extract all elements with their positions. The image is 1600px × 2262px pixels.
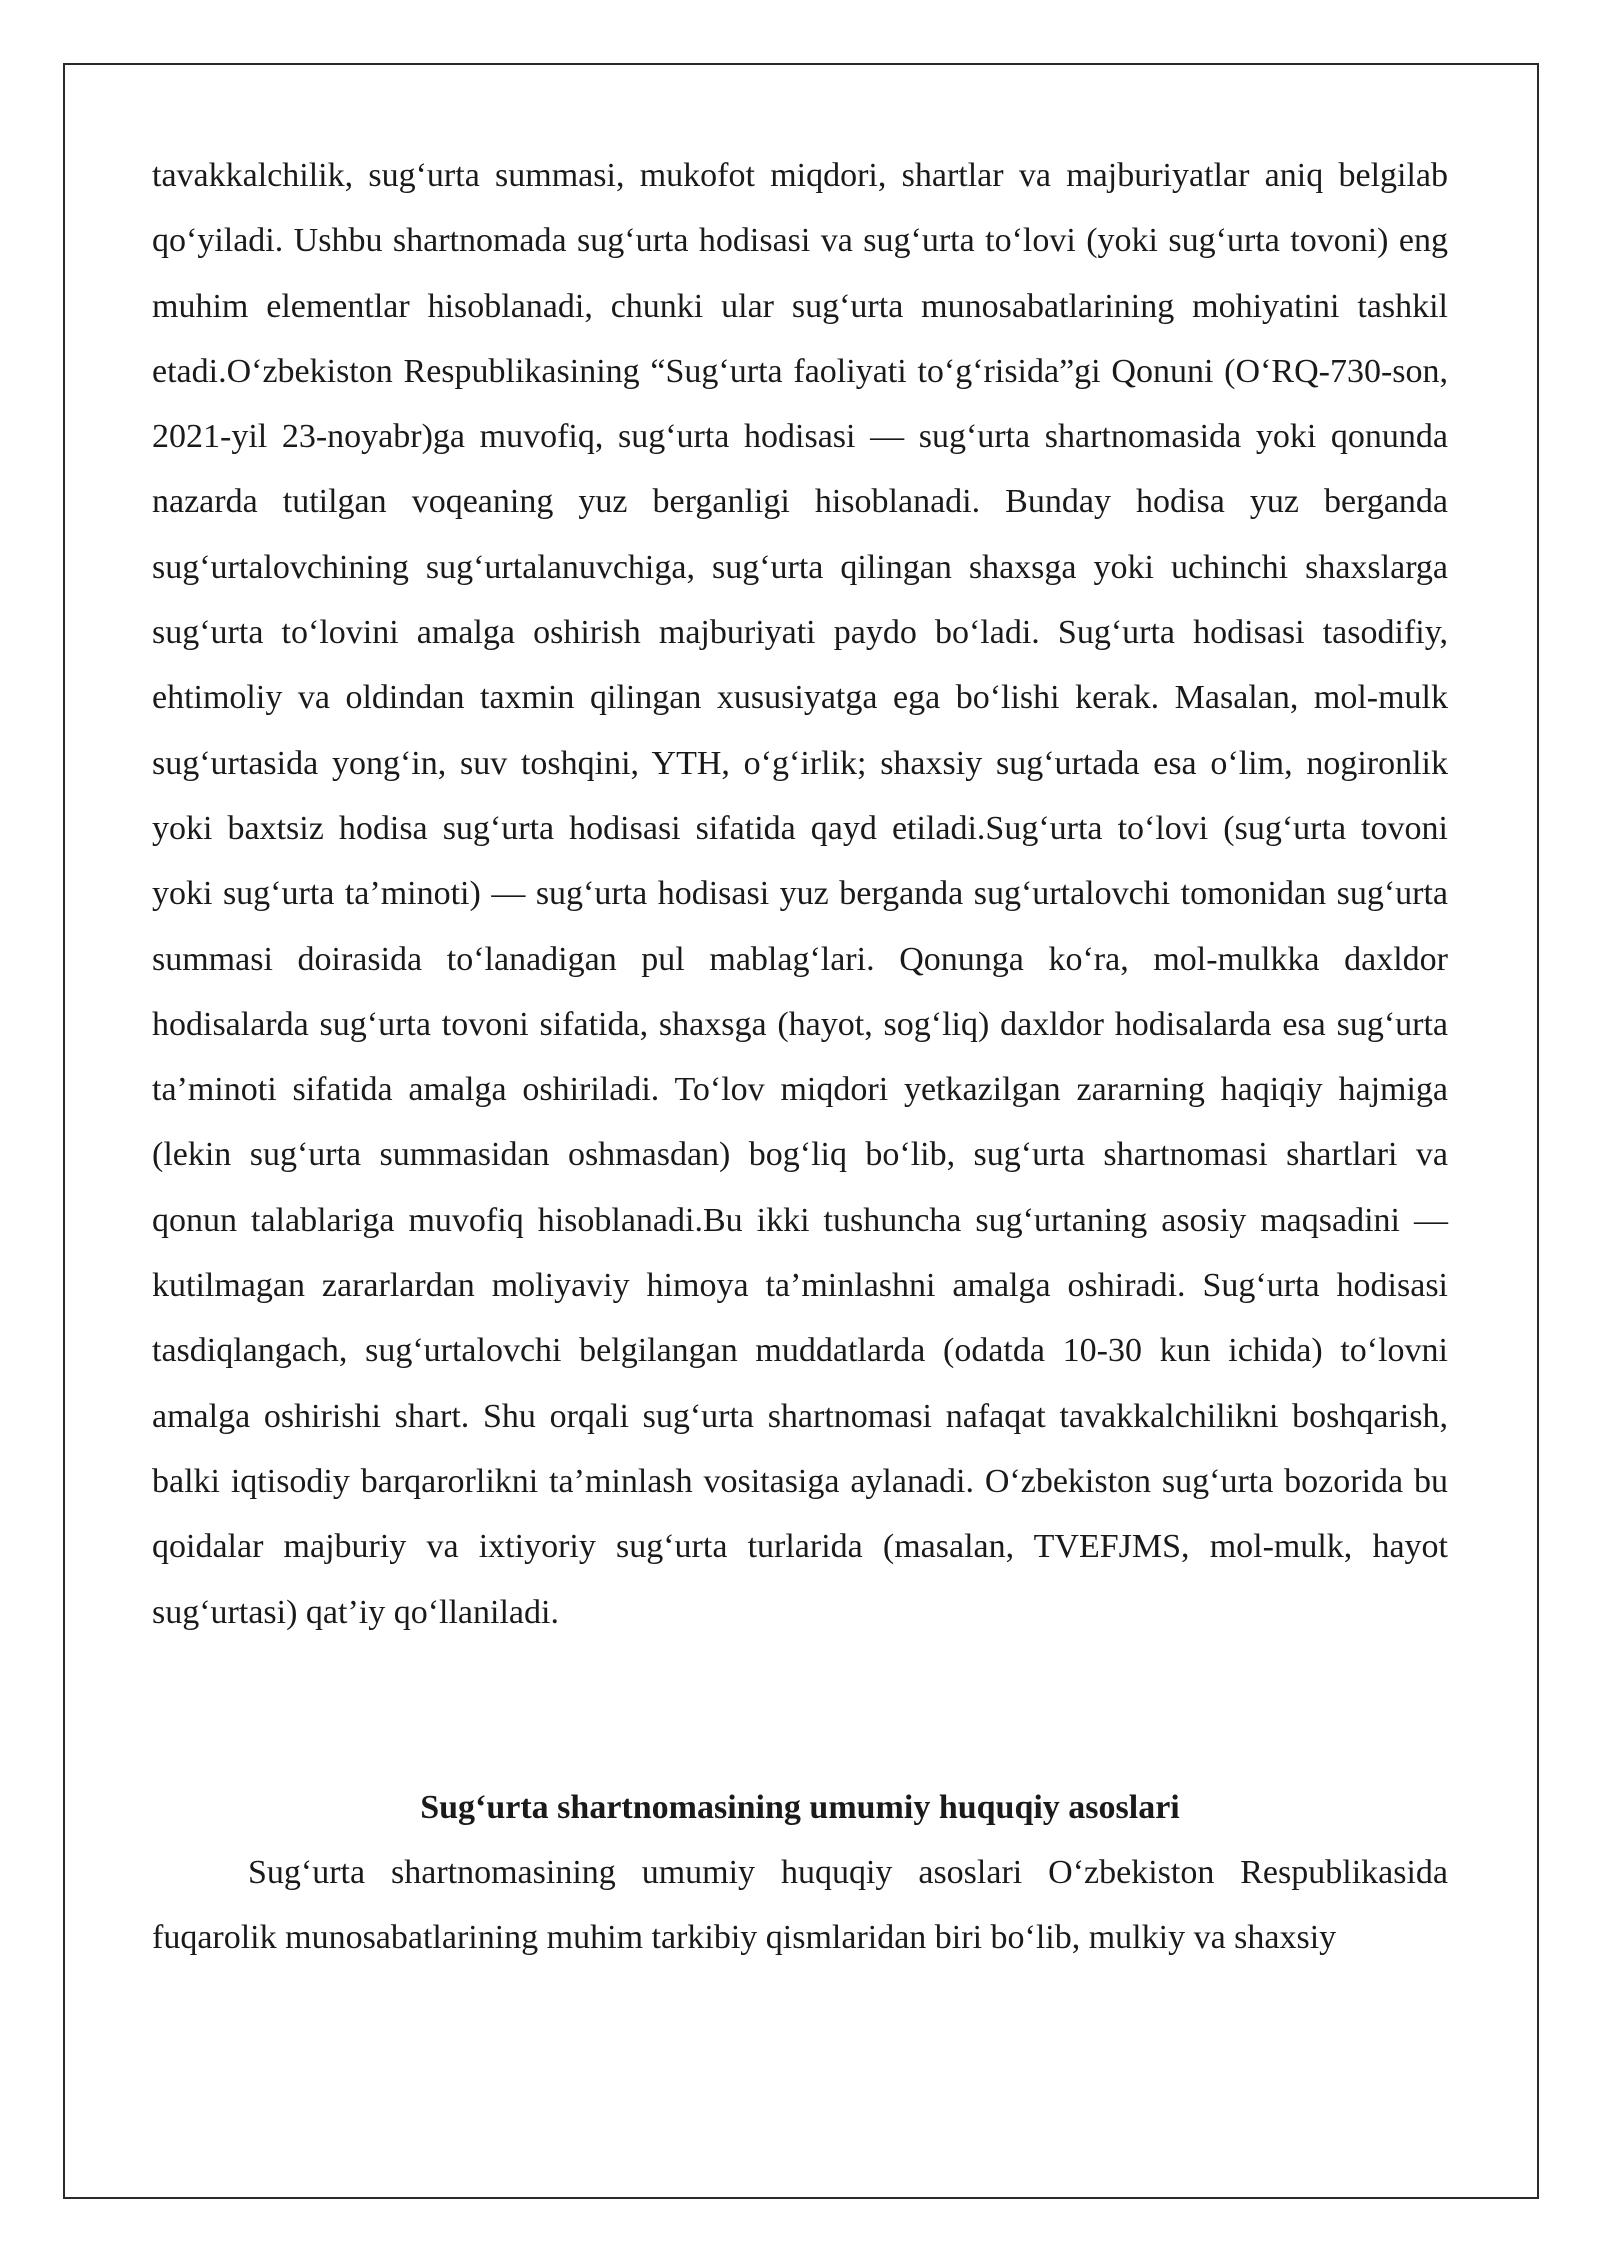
section-spacer	[152, 1645, 1448, 1775]
section-paragraph: Sug‘urta shartnomasining umumiy huquqiy asoslari O‘zbekiston Respublikasida fuqarolik munosabatlarining muhim tarkibiy qismlaridan biri bo‘lib, mulkiy va shaxsiy	[152, 1854, 1448, 1957]
section-heading: Sug‘urta shartnomasining umumiy huquqiy asoslari	[420, 1788, 1180, 1826]
document-body	[152, 143, 1448, 1971]
body-paragraph: tavakkalchilik, sug‘urta summasi, mukofot miqdori, shartlar va majburiyatlar aniq belgilab qo‘yiladi. Ushbu shartnomada sug‘urta hodisasi va sug‘urta to‘lovi (yoki sug‘urta tovoni) eng muhim elementlar hisoblanadi, chunki ular sug‘urta munosabatlarining mohiyatini tashkil etadi.O‘zbekiston Respublikasining “Sug‘urta faoliyati to‘g‘risida”gi Qonuni (O‘RQ-730-son, 2021-yil 23-noyabr)ga muvofiq, sug‘urta hodisasi — sug‘urta shartnomasida yoki qonunda nazarda tutilgan voqeaning yuz berganligi hisoblanadi. Bunday hodisa yuz berganda sug‘urtalovchining sug‘urtalanuvchiga, sug‘urta qilingan shaxsga yoki uchinchi shaxslarga sug‘urta to‘lovini amalga oshirish majburiyati paydo bo‘ladi. Sug‘urta hodisasi tasodifiy, ehtimoliy va oldindan taxmin qilingan xususiyatga ega bo‘lishi kerak. Masalan, mol-mulk sug‘urtasida yong‘in, suv toshqini, YTH, o‘g‘irlik; shaxsiy sug‘urtada esa o‘lim, nogironlik yoki baxtsiz hodisa sug‘urta hodisasi sifatida qayd etiladi.Sug‘urta to‘lovi (sug‘urta tovoni yoki sug‘urta ta’minoti) — sug‘urta hodisasi yuz berganda sug‘urtalovchi tomonidan sug‘urta summasi doirasida to‘lanadigan pul mablag‘lari. Qonunga ko‘ra, mol-mulkka daxldor hodisalarda sug‘urta tovoni sifatida, shaxsga (hayot, sog‘liq) daxldor hodisalarda esa sug‘urta ta’minoti sifatida amalga oshiriladi. To‘lov miqdori yetkazilgan zararning haqiqiy hajmiga (lekin sug‘urta summasidan oshmasdan) bog‘liq bo‘lib, sug‘urta shartnomasi shartlari va qonun talablariga muvofiq hisoblanadi.Bu ikki tushuncha sug‘urtaning asosiy maqsadini — kutilmagan zararlardan moliyaviy himoya ta’minlashni amalga oshiradi. Sug‘urta hodisasi tasdiqlangach, sug‘urtalovchi belgilangan muddatlarda (odatda 10-30 kun ichida) to‘lovni amalga oshirishi shart. Shu orqali sug‘urta shartnomasi nafaqat tavakkalchilikni boshqarish, balki iqtisodiy barqarorlikni ta’minlash vositasiga aylanadi. O‘zbekiston sug‘urta bozorida bu qoidalar majburiy va ixtiyoriy sug‘urta turlarida (masalan, TVEFJMS, mol-mulk, hayot sug‘urtasi) qat’iy qo‘llaniladi.	[152, 157, 1448, 1631]
